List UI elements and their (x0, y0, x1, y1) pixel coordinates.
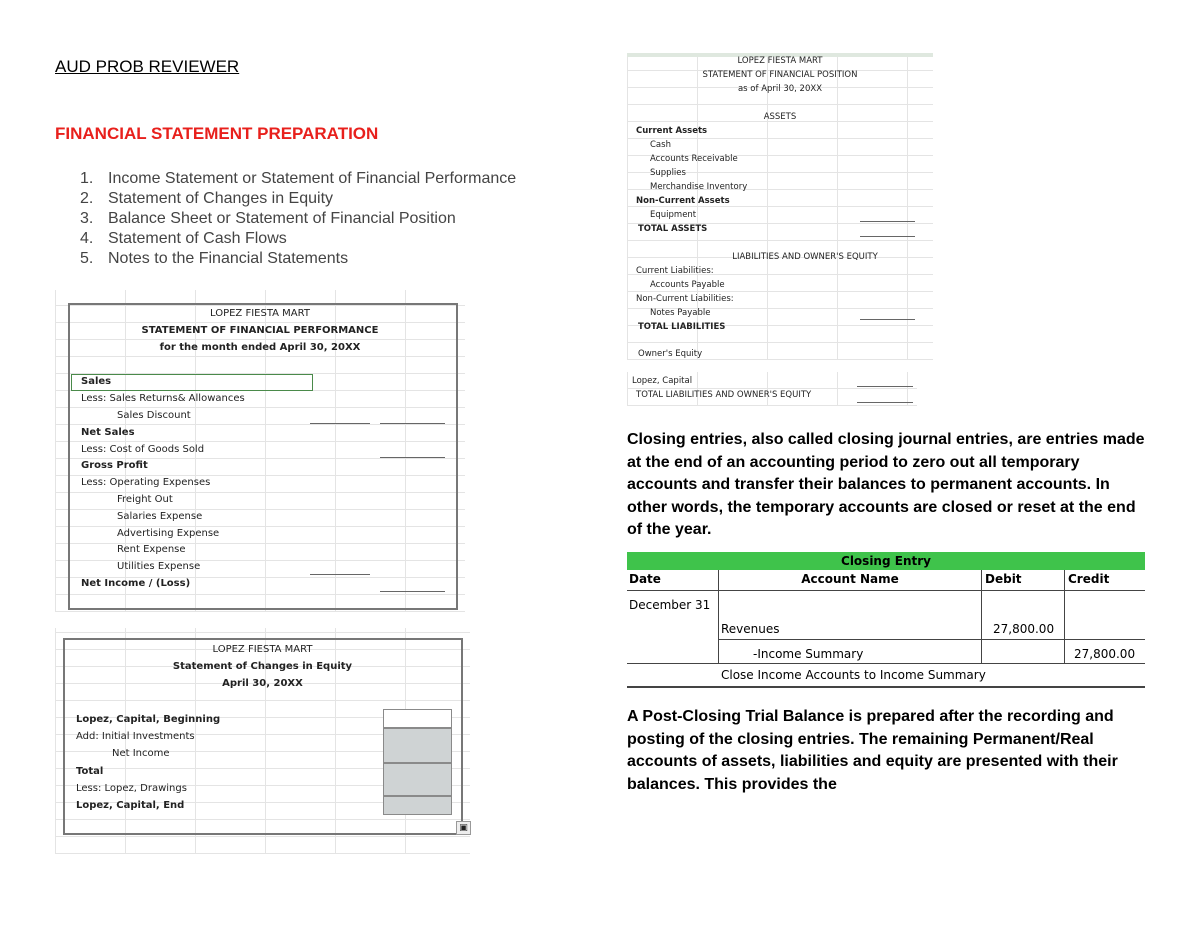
value-cell (383, 709, 452, 728)
line-item: Owner's Equity (638, 349, 703, 359)
line-item: Current Assets (636, 126, 708, 136)
line-item: Supplies (650, 168, 686, 178)
line-item: Net Sales (81, 427, 135, 438)
line-item: Salaries Expense (117, 511, 203, 522)
closing-entries-paragraph: Closing entries, also called closing journal entries, are entries made at the end of an accounting period to zero out all temporary accounts and transfer their balances to permanent accounts. In other words, the temporary accounts are closed or reset at the end of the year. (627, 431, 1145, 538)
column-header-account: Account Name (718, 570, 981, 590)
line-item: Less: Sales Returns& Allowances (81, 393, 245, 404)
line-item: Lopez, Capital (632, 376, 693, 386)
line-item: Lopez, Capital, Beginning (76, 714, 221, 725)
line-item: Cash (650, 140, 671, 150)
statement-title: STATEMENT OF FINANCIAL POSITION (702, 70, 858, 80)
section-title: FINANCIAL STATEMENT PREPARATION (55, 124, 379, 143)
line-item: Accounts Payable (650, 280, 725, 290)
line-item: Merchandise Inventory (650, 182, 748, 192)
assets-header: ASSETS (763, 112, 797, 122)
debit-account: Revenues (721, 622, 780, 636)
column-header-date: Date (629, 572, 661, 586)
statement-date: April 30, 20XX (222, 678, 303, 689)
line-item: Net Income (112, 748, 170, 759)
line-item: Less: Operating Expenses (81, 477, 211, 488)
document-title: AUD PROB REVIEWER (55, 57, 240, 76)
entry-date: December 31 (629, 598, 711, 612)
line-item: TOTAL LIABILITIES (638, 322, 726, 332)
closing-entry-table (627, 552, 1145, 688)
line-item: Equipment (650, 210, 697, 220)
closing-note: Close Income Accounts to Income Summary (721, 668, 986, 682)
column-header-credit: Credit (1064, 570, 1145, 590)
line-item: Sales (81, 376, 112, 387)
table-body (627, 591, 1145, 664)
underline (860, 221, 915, 222)
credit-amount: 27,800.00 (1074, 647, 1136, 661)
underline (310, 423, 370, 424)
line-item: Gross Profit (81, 460, 148, 471)
company-name: LOPEZ FIESTA MART (212, 644, 313, 655)
value-cell (383, 728, 452, 763)
statements-list (80, 169, 516, 269)
line-item: Current Liabilities: (636, 266, 714, 276)
row-divider (981, 639, 1145, 640)
column-divider (1064, 591, 1065, 663)
list-item: 5. Notes to the Financial Statements (80, 250, 349, 267)
line-item: Utilities Expense (117, 561, 201, 572)
line-item: Advertising Expense (117, 528, 220, 539)
company-name: LOPEZ FIESTA MART (210, 308, 310, 319)
line-item: TOTAL ASSETS (638, 224, 708, 234)
table-header-row (627, 570, 1145, 591)
table-note-row (627, 664, 1145, 688)
credit-account: -Income Summary (753, 647, 864, 661)
value-cell (383, 763, 452, 796)
line-item: Non-Current Assets (636, 196, 730, 206)
underline (857, 386, 913, 387)
line-item: Sales Discount (117, 410, 191, 421)
statement-date: as of April 30, 20XX (737, 84, 823, 94)
closing-entry-title: Closing Entry (627, 552, 1145, 570)
underline (380, 423, 445, 424)
list-item: 1. Income Statement or Statement of Financial Performance (80, 170, 517, 187)
statement-title: Statement of Changes in Equity (172, 661, 353, 672)
column-divider (981, 591, 982, 663)
value-cell (383, 796, 452, 815)
line-item: Add: Initial Investments (76, 731, 195, 742)
equity-statement-image (55, 628, 470, 854)
line-item: Freight Out (117, 494, 173, 505)
list-item: 4. Statement of Cash Flows (80, 230, 287, 247)
liabilities-header: LIABILITIES AND OWNER'S EQUITY (732, 252, 878, 262)
list-item: 2. Statement of Changes in Equity (80, 190, 334, 207)
line-item: Notes Payable (650, 308, 711, 318)
underline (860, 236, 915, 237)
line-item: Less: Lopez, Drawings (76, 783, 187, 794)
line-item: Lopez, Capital, End (76, 800, 185, 811)
financial-position-image (627, 53, 933, 360)
paste-options-icon: ▣ (456, 821, 471, 835)
underline (380, 591, 445, 592)
company-name: LOPEZ FIESTA MART (737, 56, 823, 66)
line-item: Accounts Receivable (650, 154, 738, 164)
statement-title: STATEMENT OF FINANCIAL PERFORMANCE (141, 325, 379, 336)
line-item: TOTAL LIABILITIES AND OWNER'S EQUITY (636, 390, 812, 400)
list-item: 3. Balance Sheet or Statement of Financial Position (80, 210, 456, 227)
line-item: Less: Cost of Goods Sold (81, 444, 205, 455)
underline (857, 402, 913, 403)
post-closing-paragraph: A Post-Closing Trial Balance is prepared after the recording and posting of the closing entries. The remaining Permanent/Real accounts of assets, liabilities and equity are presented with their balances. This provides the (627, 708, 1118, 793)
line-item: Total (76, 766, 104, 777)
column-header-debit: Debit (981, 570, 1064, 590)
row-divider (718, 639, 982, 640)
income-statement-image (55, 290, 465, 612)
underline (860, 319, 915, 320)
statement-period: for the month ended April 30, 20XX (159, 342, 361, 353)
underline (310, 574, 370, 575)
debit-amount: 27,800.00 (993, 622, 1055, 636)
line-item: Rent Expense (117, 544, 186, 555)
line-item: Net Income / (Loss) (81, 578, 191, 589)
underline (380, 457, 445, 458)
column-divider (718, 591, 719, 663)
financial-position-continuation (627, 372, 917, 406)
line-item: Non-Current Liabilities: (636, 294, 734, 304)
